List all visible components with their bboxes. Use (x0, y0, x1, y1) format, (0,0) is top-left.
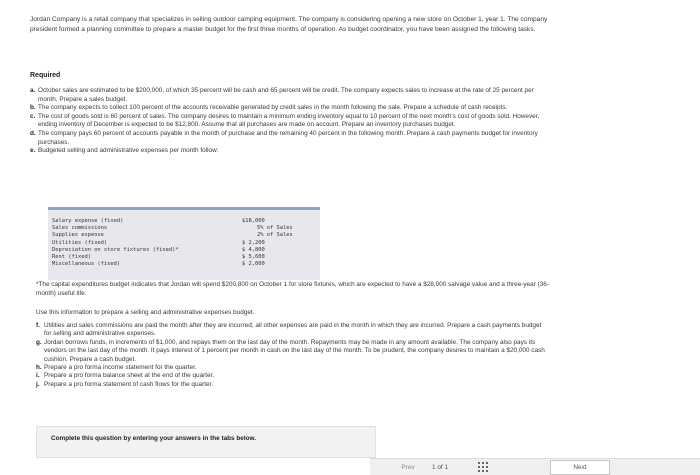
requirement-h (36, 364, 548, 372)
expense-label: Miscellaneous (fixed) (52, 261, 121, 267)
requirement-letter: g. (36, 338, 42, 346)
requirement-c (30, 113, 550, 130)
requirements-list-a-e (30, 87, 550, 156)
requirement-f (36, 322, 548, 339)
next-button[interactable]: Next (550, 460, 610, 475)
requirement-letter: d. (30, 129, 36, 137)
expense-label: Rent (fixed) (52, 254, 91, 260)
requirement-letter: f. (36, 322, 40, 329)
total-pages: 1 (444, 464, 449, 471)
requirement-b (30, 104, 550, 113)
grid-icon[interactable] (478, 462, 488, 472)
prev-button[interactable]: Prev (401, 464, 415, 471)
expense-value: 5% of Sales (257, 225, 293, 231)
requirement-j (36, 381, 548, 389)
requirement-a (30, 87, 550, 104)
requirement-text: Prepare a pro forma income statement for the quarter. (44, 364, 197, 372)
requirements-list-f-j (36, 322, 548, 389)
requirement-letter: c. (30, 112, 36, 120)
requirement-text: Utilities and sales commissions are paid the month after they are incurred; all other expenses are paid in the month in which they are incurred. Prepare a cash payments budget for selling and administrative expenses. (44, 322, 542, 338)
requirement-letter: j. (36, 380, 40, 388)
requirement-letter: e. (30, 147, 36, 155)
page-indicator (432, 463, 448, 473)
requirement-d (30, 130, 550, 147)
requirement-letter: h. (36, 364, 42, 372)
expense-value: 2% of Sales (257, 232, 293, 238)
expense-table (48, 207, 320, 280)
requirement-letter: b. (30, 104, 36, 112)
instruction-text: Use this information to prepare a selling and administrative expenses budget. (36, 309, 255, 316)
expense-label: Salary expense (fixed) (52, 218, 124, 224)
capital-expenditure-footnote: *The capital expenditures budget indicates that Jordan will spend $200,800 on October 1 for store fixtures, which are expected to have a $28,000 salvage value and a three-year (36-month) useful life. (36, 281, 549, 297)
requirement-text: Jordan borrows funds, in increments of $1,000, and repays them on the last day of the month. Repayments may be made in any amount available. The company also pays its vendors on the last day of the month. It pays interest of 1 percent per month in cash on the last day of the month. To be prudent, the company desires to maintain a $20,000 cash cushion. Prepare a cash budget. (44, 338, 545, 363)
requirement-text: Prepare a pro forma statement of cash flows for the quarter. (44, 380, 214, 388)
answer-tabs-panel (36, 426, 376, 458)
expense-label: Utilities (fixed) (52, 240, 108, 246)
expense-value: $ 4,800 (242, 247, 265, 253)
expense-value: $ 2,200 (242, 240, 265, 246)
requirement-text: The company expects to collect 100 percent of the accounts receivable generated by credit sales in the month following the sale. Prepare a schedule of cash receipts. (38, 104, 508, 112)
question-navigation (370, 458, 700, 475)
requirement-g (36, 339, 548, 364)
requirement-text: The company pays 60 percent of accounts payable in the month of purchase and the remaining 40 percent in the following month. Prepare a cash payments budget for inventory purchases. (38, 129, 538, 146)
requirement-text: Budgeted selling and administrative expenses per month follow: (38, 147, 219, 155)
requirement-i (36, 372, 548, 380)
expense-label: Sales commissions (52, 225, 108, 231)
requirement-e (30, 147, 550, 156)
expense-label: Supplies expense (52, 232, 104, 238)
requirement-letter: i. (36, 372, 40, 380)
requirement-text: The cost of goods sold is 60 percent of sales. The company desires to maintain a minimum ending inventory equal to 10 percent of the next month's cost of goods sold. However, ending inventory of December is expected to be $12,800. Assume that all purchases are made on account. Prepare an inventory purchases budget. (38, 112, 540, 129)
page-of-label: of (437, 464, 443, 471)
current-page: 1 (432, 464, 436, 471)
expense-value: $ 5,600 (242, 254, 265, 260)
expense-label: Depreciation on store fixtures (fixed)* (52, 247, 179, 253)
required-heading: Required (30, 72, 61, 79)
intro-paragraph: Jordan Company is a retail company that specializes in selling outdoor camping equipment. The company is considering opening a new store on October 1, year 1. The company president formed a planning committee to prepare a master budget for the first three months of operation. As budget coordinator, you have been assigned the following tasks. (30, 16, 548, 33)
expense-value: $18,000 (242, 218, 265, 224)
expense-value: $ 2,000 (242, 261, 265, 267)
requirement-text: Prepare a pro forma balance sheet at the end of the quarter. (44, 372, 215, 380)
requirement-text: October sales are estimated to be $200,000, of which 35 percent will be cash and 65 percent will be credit. The company expects sales to increase at the rate of 25 percent per month. Prepare a sales budget. (38, 87, 534, 103)
answer-instruction: Complete this question by entering your answers in the tabs below. (51, 435, 257, 442)
requirement-letter: a. (30, 87, 36, 94)
